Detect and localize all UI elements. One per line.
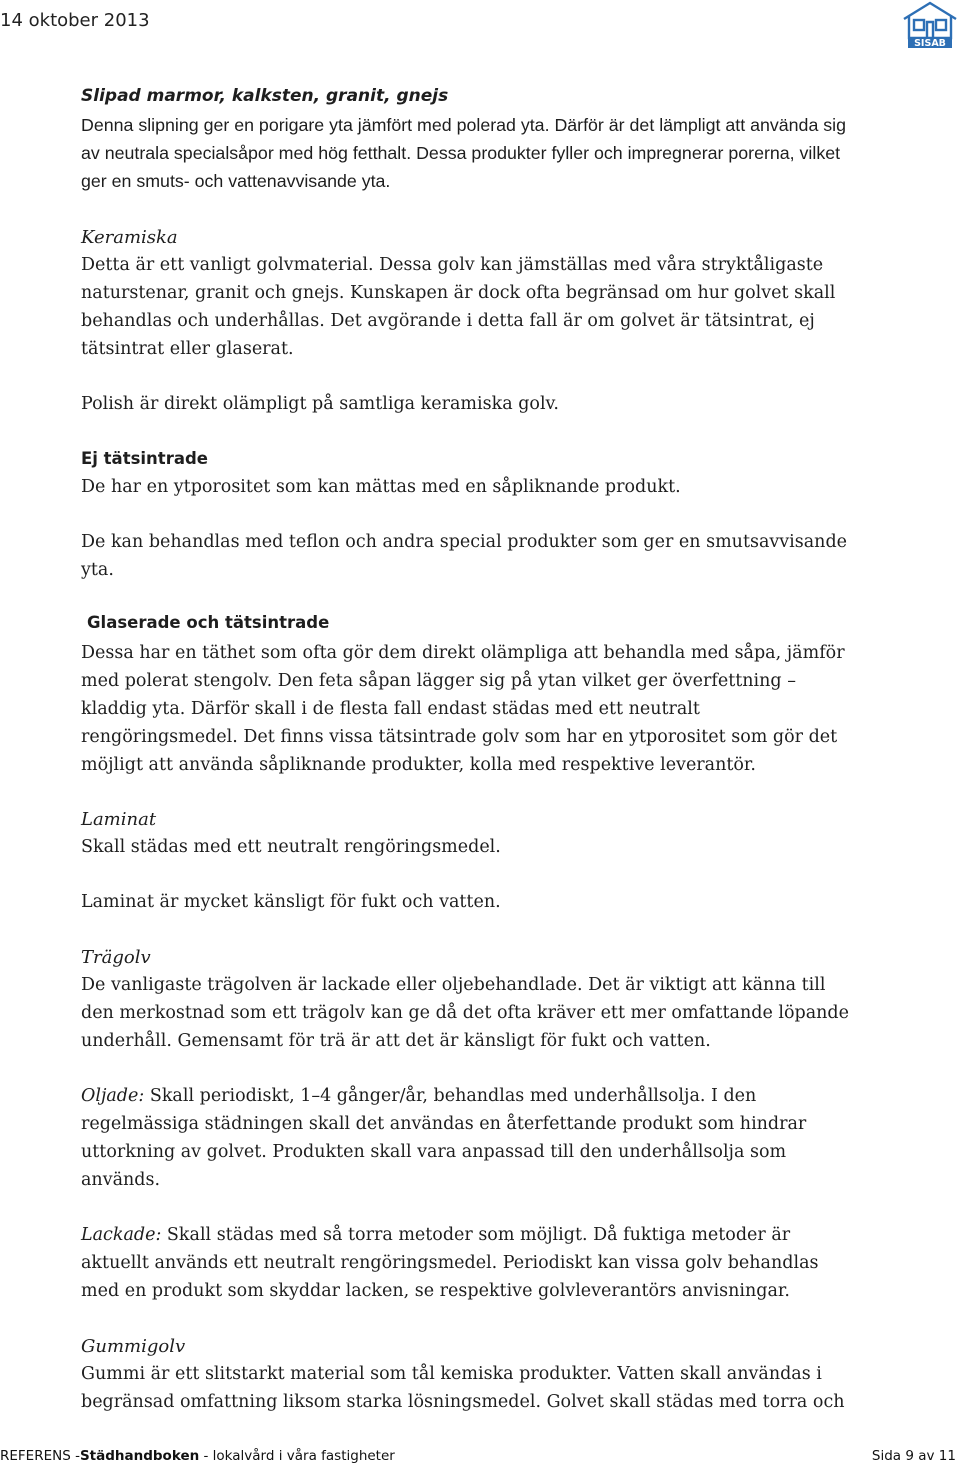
text-line: Skall städas med ett neutralt rengöringsmedel. [81,837,501,857]
heading-tragolv: Trägolv [81,947,151,968]
text-line: uttorkning av golvet. Produkten skall vara anpassad till den underhållsolja som [81,1142,787,1162]
text-line: naturstenar, granit och gnejs. Kunskapen är dock ofta begränsad om hur golvet skall [81,283,836,303]
heading-ej-tatsintrade: Ej tätsintrade [81,449,208,468]
text-line: De kan behandlas med teflon och andra special produkter som ger en smutsavvisande [81,532,848,552]
text-line: regelmässiga städningen skall det användas en återfettande produkt som hindrar [81,1114,807,1134]
header-date: 14 oktober 2013 [0,10,150,31]
text-line: kladdig yta. Därför skall i de flesta fall endast städas med ett neutralt [81,699,700,719]
text-line: ger en smuts- och vattenavvisande yta. [81,171,391,191]
text-line: De har en ytporositet som kan mättas med en såpliknande produkt. [81,477,681,497]
text-line: möjligt att använda såpliknande produkter, kolla med respektive leverantör. [81,755,756,775]
text-line: Laminat är mycket känsligt för fukt och vatten. [81,892,501,912]
text-line: med en produkt som skyddar lacken, se respektive golvleverantörs anvisningar. [81,1281,790,1301]
footer-prefix: REFERENS - [0,1448,80,1464]
house-logo-icon [900,0,960,48]
text-line: den merkostnad som ett trägolv kan ge då det ofta kräver ett mer omfattande löpande [81,1003,849,1023]
text-line-polish: Polish är direkt olämpligt på samtliga keramiska golv. [81,394,559,414]
text-line: behandlas och underhållas. Det avgörande i detta fall är om golvet är tätsintrat, ej [81,311,815,331]
text-line-lackade [81,1225,790,1245]
text-line: Detta är ett vanligt golvmaterial. Dessa golv kan jämställas med våra stryktåligaste [81,255,824,275]
heading-slipad-marmor: Slipad marmor, kalksten, granit, gnejs [81,86,449,106]
text-line: underhåll. Gemensamt för trä är att det är känsligt för fukt och vatten. [81,1031,711,1051]
text-line: rengöringsmedel. Det finns vissa tätsintrade golv som har en ytporositet som gör det [81,727,838,747]
heading-gummigolv: Gummigolv [81,1336,186,1357]
label-lackade: Lackade: [81,1225,162,1245]
text-line: yta. [81,560,114,580]
footer-page-number: Sida 9 av 11 [871,1448,956,1464]
text-line: Dessa har en täthet som ofta gör dem direkt olämpliga att behandla med såpa, jämför [81,643,845,663]
footer-suffix: - lokalvård i våra fastigheter [199,1448,395,1464]
heading-keramiska: Keramiska [81,227,178,248]
text-line: används. [81,1170,161,1190]
text-line: av neutrala specialsåpor med hög fetthalt. Dessa produkter fyller och impregnerar porerna, vilket [81,143,841,163]
text-line: med polerat stengolv. Den feta såpan lägger sig på ytan vilket ger överfettning – [81,671,796,691]
footer-document-title [0,1448,395,1464]
logo-text: SISAB [914,38,946,48]
text-line: aktuellt används ett neutralt rengöringsmedel. Periodiskt kan vissa golv behandlas [81,1253,819,1273]
text-line: begränsad omfattning liksom starka lösningsmedel. Golvet skall städas med torra och [81,1392,845,1412]
footer-title: Städhandboken [79,1448,200,1464]
text-line-oljade [81,1086,756,1106]
sisab-logo [900,0,960,48]
heading-laminat: Laminat [81,809,157,830]
text-line: Denna slipning ger en porigare yta jämfört med polerad yta. Därför är det lämpligt att använda sig [81,115,847,135]
text-line: De vanligaste trägolven är lackade eller oljebehandlade. Det är viktigt att känna till [81,975,826,995]
label-oljade: Oljade: [81,1086,145,1106]
text-oljade: Skall periodiskt, 1–4 gånger/år, behandlas med underhållsolja. I den [144,1086,757,1106]
text-line: Gummi är ett slitstarkt material som tål kemiska produkter. Vatten skall användas i [81,1364,822,1384]
heading-glaserade: Glaserade och tätsintrade [87,613,330,632]
text-line: tätsintrat eller glaserat. [81,339,294,359]
text-lackade: Skall städas med så torra metoder som möjligt. Då fuktiga metoder är [161,1225,791,1245]
